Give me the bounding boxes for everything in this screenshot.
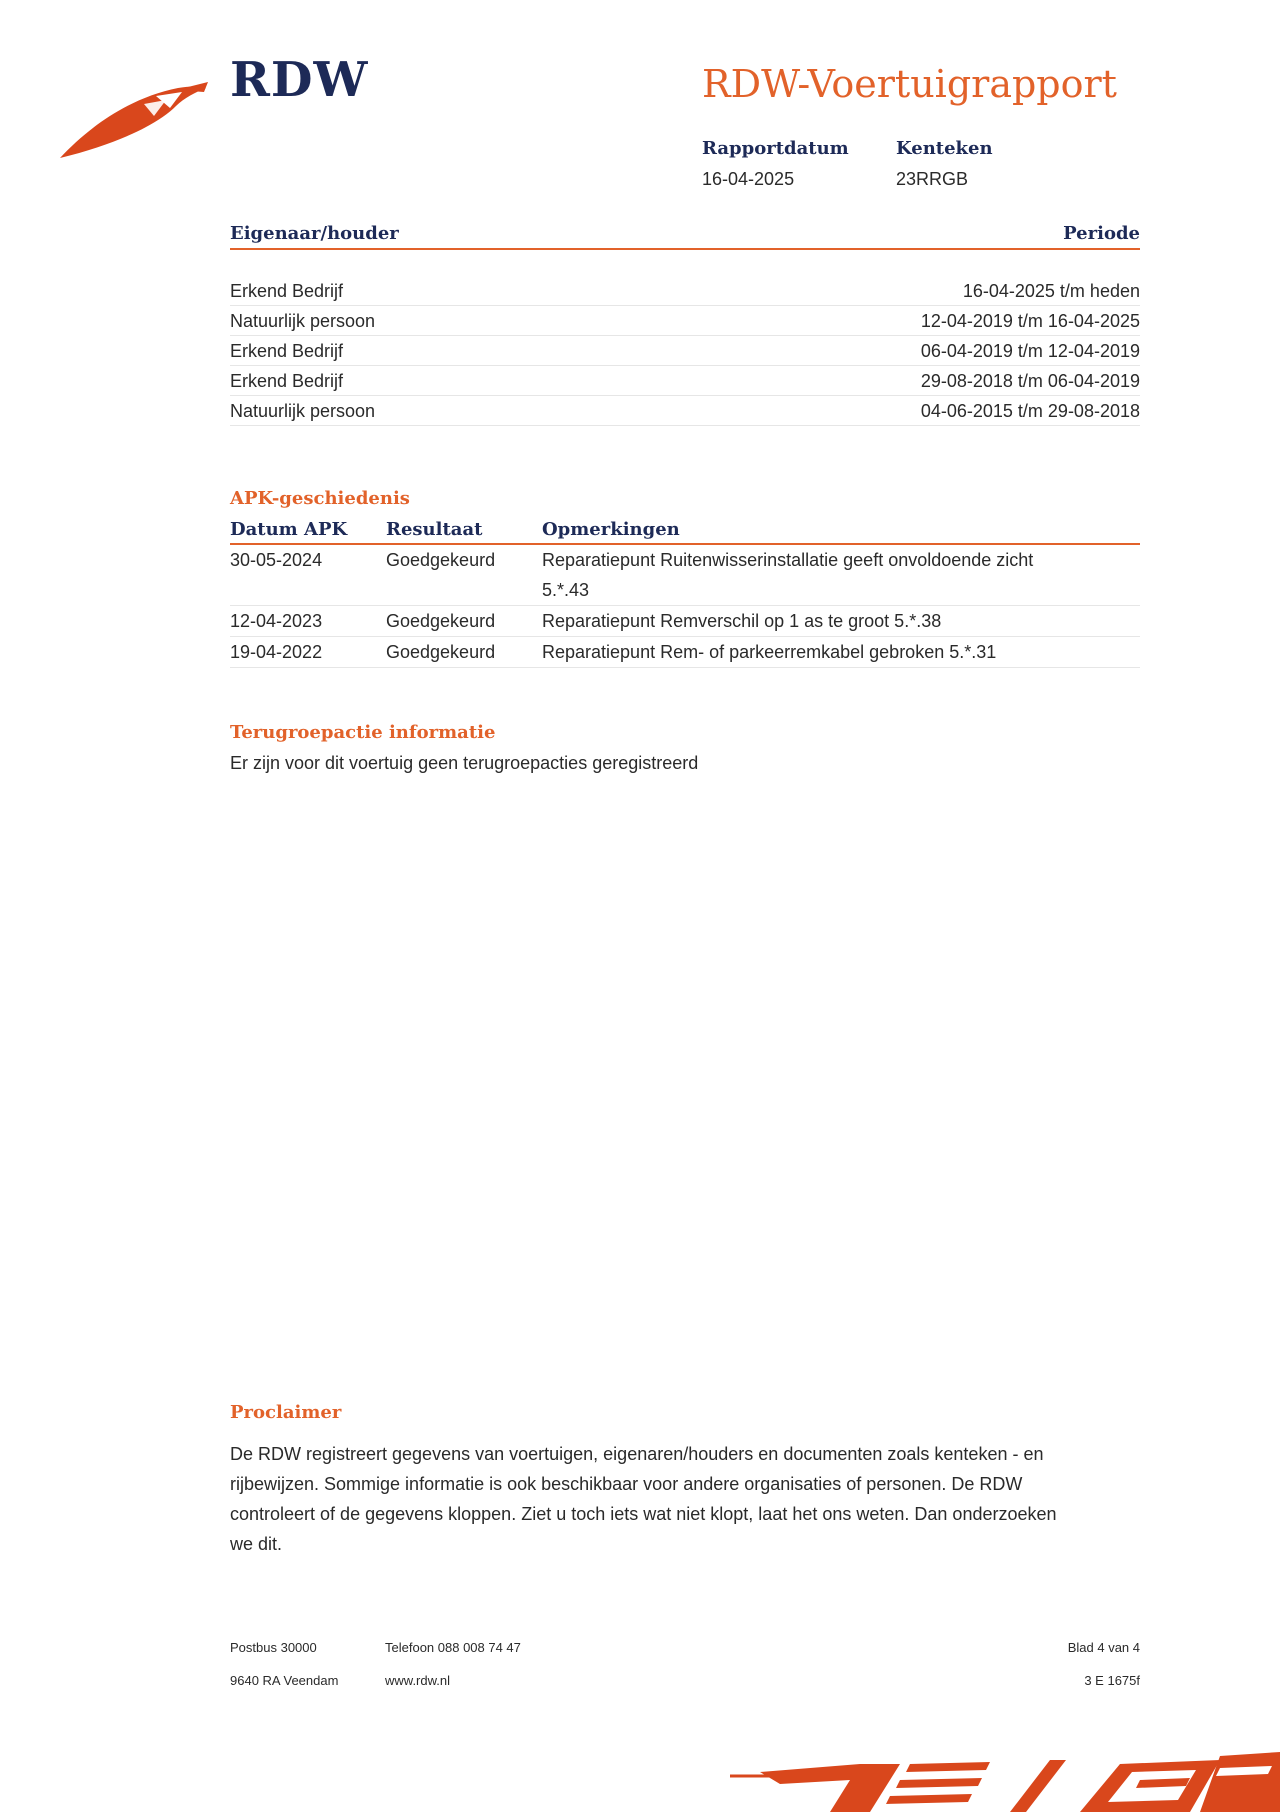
table-row — [230, 606, 1140, 637]
apk-result-cell: Goedgekeurd — [386, 550, 496, 570]
apk-result-cell: Goedgekeurd — [386, 611, 496, 631]
table-row — [230, 276, 1140, 306]
col-date-header: Datum APK — [230, 519, 348, 540]
proclaimer-line: rijbewijzen. Sommige informatie is ook beschikbaar voor andere organisaties of personen. De RDW — [230, 1474, 1023, 1494]
rdw-logo-icon — [58, 80, 208, 162]
apk-section — [230, 488, 1140, 668]
plate-label: Kenteken — [896, 138, 993, 159]
period-cell: 16-04-2025 t/m heden — [962, 281, 1140, 301]
apk-result-cell: Goedgekeurd — [386, 642, 496, 662]
table-row — [230, 336, 1140, 366]
owners-rows — [230, 276, 1140, 426]
table-row — [230, 637, 1140, 668]
col-owner-header: Eigenaar/houder — [230, 223, 399, 244]
apk-remarks-cell: Reparatiepunt Rem- of parkeerremkabel gebroken 5.*.31 — [542, 642, 997, 662]
page-footer — [230, 1640, 1140, 1706]
plate-value: 23RRGB — [896, 169, 969, 189]
proclaimer-line: controleert of de gegevens kloppen. Ziet u toch iets wat niet klopt, laat het ons weten. Dan onderzoeken — [230, 1504, 1057, 1524]
document-title: RDW-Voertuigrapport — [702, 62, 1117, 106]
proclaimer-section — [230, 1402, 1140, 1559]
period-cell: 06-04-2019 t/m 12-04-2019 — [920, 341, 1140, 361]
proclaimer-line: De RDW registreert gegevens van voertuigen, eigenaren/houders en documenten zoals kenteken - en — [230, 1444, 1044, 1464]
footer-web: www.rdw.nl — [385, 1673, 451, 1688]
apk-date-cell: 19-04-2022 — [230, 642, 323, 662]
footer-phone: Telefoon 088 008 74 47 — [385, 1640, 521, 1655]
owners-table-header — [230, 216, 1140, 250]
apk-remarks-line: 5.*.43 — [542, 580, 590, 600]
apk-remarks-line: Reparatiepunt Ruitenwisserinstallatie geeft onvoldoende zicht — [542, 550, 1034, 570]
footer-page-number: Blad 4 van 4 — [1067, 1640, 1140, 1655]
apk-date-cell: 30-05-2024 — [230, 550, 323, 570]
period-cell: 04-06-2015 t/m 29-08-2018 — [920, 401, 1140, 421]
col-result-header: Resultaat — [386, 519, 483, 540]
apk-date-cell: 12-04-2023 — [230, 611, 323, 631]
period-cell: 29-08-2018 t/m 06-04-2019 — [920, 371, 1140, 391]
decorative-stripes-icon — [720, 1740, 1280, 1812]
footer-postbus: Postbus 30000 — [230, 1640, 317, 1655]
owner-cell: Natuurlijk persoon — [230, 311, 376, 331]
owner-cell: Natuurlijk persoon — [230, 401, 376, 421]
apk-remarks-cell — [542, 545, 1140, 605]
apk-table-header — [230, 515, 1140, 545]
owner-cell: Erkend Bedrijf — [230, 281, 344, 301]
apk-section-title: APK-geschiedenis — [230, 488, 410, 509]
period-cell: 12-04-2019 t/m 16-04-2025 — [920, 311, 1140, 331]
col-remarks-header: Opmerkingen — [542, 519, 680, 540]
recall-section — [230, 722, 1140, 774]
table-row — [230, 545, 1140, 606]
report-date-label: Rapportdatum — [702, 138, 849, 159]
proclaimer-text — [230, 1439, 1140, 1559]
table-row — [230, 396, 1140, 426]
table-row — [230, 306, 1140, 336]
proclaimer-line: we dit. — [230, 1534, 283, 1554]
report-date-value: 16-04-2025 — [702, 169, 795, 189]
recall-section-title: Terugroepactie informatie — [230, 722, 496, 743]
footer-city: 9640 RA Veendam — [230, 1673, 339, 1688]
owners-table — [230, 216, 1140, 426]
col-period-header: Periode — [1063, 223, 1140, 244]
report-date-block — [702, 138, 849, 190]
brand-name: RDW — [230, 52, 369, 108]
table-row — [230, 366, 1140, 396]
plate-block — [896, 138, 993, 190]
apk-remarks-cell: Reparatiepunt Remverschil op 1 as te groot 5.*.38 — [542, 611, 942, 631]
owner-cell: Erkend Bedrijf — [230, 371, 344, 391]
footer-code: 3 E 1675f — [1084, 1673, 1140, 1688]
recall-text: Er zijn voor dit voertuig geen terugroepacties geregistreerd — [230, 753, 699, 773]
owner-cell: Erkend Bedrijf — [230, 341, 344, 361]
proclaimer-title: Proclaimer — [230, 1402, 342, 1423]
